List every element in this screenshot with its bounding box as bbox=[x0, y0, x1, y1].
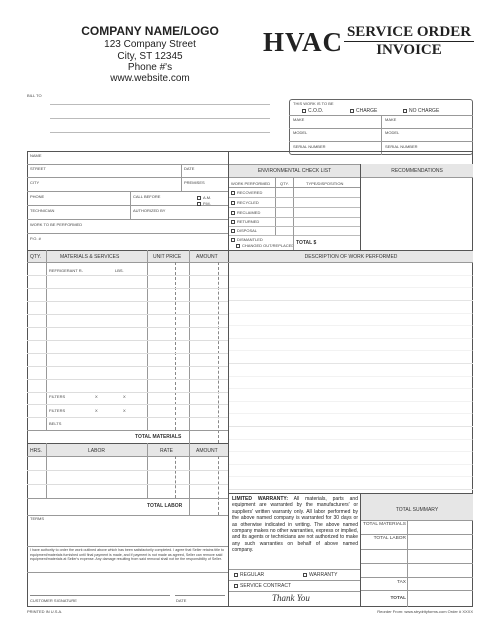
model-label-1: MODEL bbox=[293, 130, 308, 135]
belts-label: BELTS bbox=[49, 421, 62, 426]
model-label-2: MODEL bbox=[385, 130, 400, 135]
work-box-heading: THIS WORK IS TO BE bbox=[293, 101, 334, 106]
serial-label-1: SERIAL NUMBER bbox=[293, 144, 326, 149]
filters-x-1b: X bbox=[123, 394, 126, 399]
total-materials-label: TOTAL MATERIALS bbox=[135, 434, 182, 440]
po-label: P.O. # bbox=[30, 236, 41, 241]
env-row-6[interactable] bbox=[231, 237, 263, 242]
city-label: CITY bbox=[30, 180, 40, 185]
title-invoice: INVOICE bbox=[376, 42, 442, 58]
env-row-3[interactable] bbox=[231, 210, 260, 215]
env-changed[interactable] bbox=[236, 243, 294, 248]
premises-label: PREMISES bbox=[184, 180, 205, 185]
bill-to-line-3[interactable] bbox=[50, 132, 270, 133]
make-label-2: MAKE bbox=[385, 117, 397, 122]
warranty-label: WARRANTY bbox=[309, 572, 338, 578]
charge-label: CHARGE bbox=[356, 108, 378, 114]
env-col-work: WORK PERFORMED bbox=[231, 181, 271, 186]
call-before-label: CALL BEFORE bbox=[133, 194, 161, 199]
labor-rate-header: RATE bbox=[160, 448, 173, 454]
env-row-6-label: DISMANTLED bbox=[237, 237, 263, 242]
materials-amount-header: AMOUNT bbox=[196, 254, 218, 260]
serial-label-2: SERIAL NUMBER bbox=[385, 144, 418, 149]
env-row-5-label: DISPOSAL bbox=[237, 228, 258, 233]
date-label: DATE bbox=[184, 166, 195, 171]
bill-to-line-2[interactable] bbox=[50, 118, 270, 119]
summary-tax: TAX bbox=[397, 580, 406, 585]
authorized-by-label: AUTHORIZED BY bbox=[133, 208, 166, 213]
env-col-type: TYPE/DISPOSITION bbox=[306, 181, 344, 186]
agreement-text: I have authority to order the work outlined above which has been satisfactorily completed. I agree that Seller retains title to equipment/materials furnished until final payment is made, and if payment is not made as agreed, Seller can remove said equipment/materials at Seller's expense. Any damage resulting from said removal shall not be the responsibility of Seller. bbox=[30, 548, 224, 562]
phone-label: PHONE bbox=[30, 194, 45, 199]
description-title: DESCRIPTION OF WORK PERFORMED bbox=[304, 254, 398, 260]
am-checkbox[interactable] bbox=[197, 195, 211, 200]
env-row-4-label: RETURNED bbox=[237, 219, 260, 224]
env-changed-label: CHANGED OUT/REPLACED bbox=[242, 243, 295, 248]
signature-date-line[interactable] bbox=[175, 595, 225, 596]
customer-signature-label: CUSTOMER SIGNATURE bbox=[30, 598, 77, 603]
description-area[interactable] bbox=[229, 263, 473, 493]
env-row-1[interactable] bbox=[231, 190, 262, 195]
env-col-qty: QTY. bbox=[280, 181, 289, 186]
env-row-1-label: RECOVERED bbox=[237, 190, 263, 195]
no-charge-label: NO CHARGE bbox=[409, 108, 440, 114]
company-name: COMPANY NAME/LOGO bbox=[81, 24, 219, 38]
env-title: ENVIRONMENTAL CHECK LIST bbox=[257, 168, 332, 174]
cod-label: C.O.D. bbox=[308, 108, 324, 114]
company-street: 123 Company Street bbox=[104, 39, 196, 50]
refrigerant-label: REFRIGERANT R- bbox=[49, 268, 83, 273]
materials-services-header: MATERIALS & SERVICES bbox=[60, 254, 120, 260]
lbs-label: LBS. bbox=[115, 268, 124, 273]
make-label-1: MAKE bbox=[293, 117, 305, 122]
recommendations-title: RECOMMENDATIONS bbox=[391, 168, 443, 174]
charge-checkbox[interactable] bbox=[350, 108, 377, 114]
service-contract-label: SERVICE CONTRACT bbox=[240, 583, 292, 589]
warranty-checkbox[interactable] bbox=[303, 572, 337, 578]
technician-label: TECHNICIAN bbox=[30, 208, 55, 213]
summary-total-labor: TOTAL LABOR bbox=[373, 536, 406, 541]
env-row-3-label: RECLAIMED bbox=[237, 210, 261, 215]
summary-title: TOTAL SUMMARY bbox=[395, 507, 439, 513]
name-label: NAME bbox=[30, 153, 42, 158]
warranty-text bbox=[232, 496, 358, 554]
service-contract-checkbox[interactable] bbox=[234, 583, 291, 589]
summary-total-materials: TOTAL MATERIALS bbox=[362, 522, 406, 527]
filters-x-1a: X bbox=[95, 394, 98, 399]
work-to-be-performed-label: WORK TO BE PERFORMED bbox=[30, 222, 83, 227]
title-service-order: SERVICE ORDER bbox=[344, 24, 474, 42]
company-phone: Phone #'s bbox=[127, 62, 173, 73]
filters-label-2: FILTERS bbox=[49, 408, 66, 413]
bill-to-label: BILL TO bbox=[27, 93, 42, 98]
company-website: www.website.com bbox=[110, 73, 190, 84]
regular-label: REGULAR bbox=[240, 572, 265, 578]
am-label: A.M. bbox=[203, 195, 212, 200]
pm-label: P.M. bbox=[203, 201, 211, 206]
labor-amount-header: AMOUNT bbox=[196, 448, 218, 454]
terms-label: TERMS bbox=[30, 516, 44, 521]
materials-unit-price-header: UNIT PRICE bbox=[153, 254, 182, 260]
total-labor-label: TOTAL LABOR bbox=[147, 503, 183, 509]
cod-checkbox[interactable] bbox=[302, 108, 323, 114]
labor-hrs-header: HRS. bbox=[30, 448, 42, 454]
bill-to-line-1[interactable] bbox=[50, 104, 270, 105]
filters-x-2b: X bbox=[123, 408, 126, 413]
regular-checkbox[interactable] bbox=[234, 572, 264, 578]
no-charge-checkbox[interactable] bbox=[403, 108, 439, 114]
company-city: City, ST 12345 bbox=[117, 51, 183, 62]
warranty-title: LIMITED WARRANTY: bbox=[232, 496, 289, 502]
warranty-body: All materials, parts and equipment are warranted by the manufacturers' or suppliers' written warranty only. All labor performed by the above named company is warranted for 30 days or as otherwise indicated in writing. The above named company makes no other warranties, express or implied, and its agents or technicians are not authorized to make any such warranties on behalf of above named company. bbox=[232, 496, 358, 554]
filters-label-1: FILTERS bbox=[49, 394, 66, 399]
title-hvac: HVAC bbox=[263, 27, 344, 57]
env-row-5[interactable] bbox=[231, 228, 257, 233]
thank-you-text: Thank You bbox=[272, 593, 310, 603]
filters-x-2a: X bbox=[95, 408, 98, 413]
pm-checkbox[interactable] bbox=[197, 201, 211, 206]
env-row-4[interactable] bbox=[231, 219, 259, 224]
signature-date-label: DATE bbox=[176, 598, 187, 603]
street-label: STREET bbox=[30, 166, 46, 171]
signature-line[interactable] bbox=[30, 595, 170, 596]
env-total-label: TOTAL $ bbox=[296, 240, 317, 246]
printed-in-usa: PRINTED IN U.S.A. bbox=[27, 609, 63, 614]
env-row-2[interactable] bbox=[231, 200, 259, 205]
materials-qty-header: QTY. bbox=[30, 254, 42, 260]
labor-header: LABOR bbox=[88, 448, 105, 454]
reorder-text: Reorder From: www.strydrityforms.com Order # XXXX bbox=[377, 609, 473, 614]
env-row-2-label: RECYCLED bbox=[237, 200, 259, 205]
summary-total: TOTAL bbox=[390, 596, 406, 601]
